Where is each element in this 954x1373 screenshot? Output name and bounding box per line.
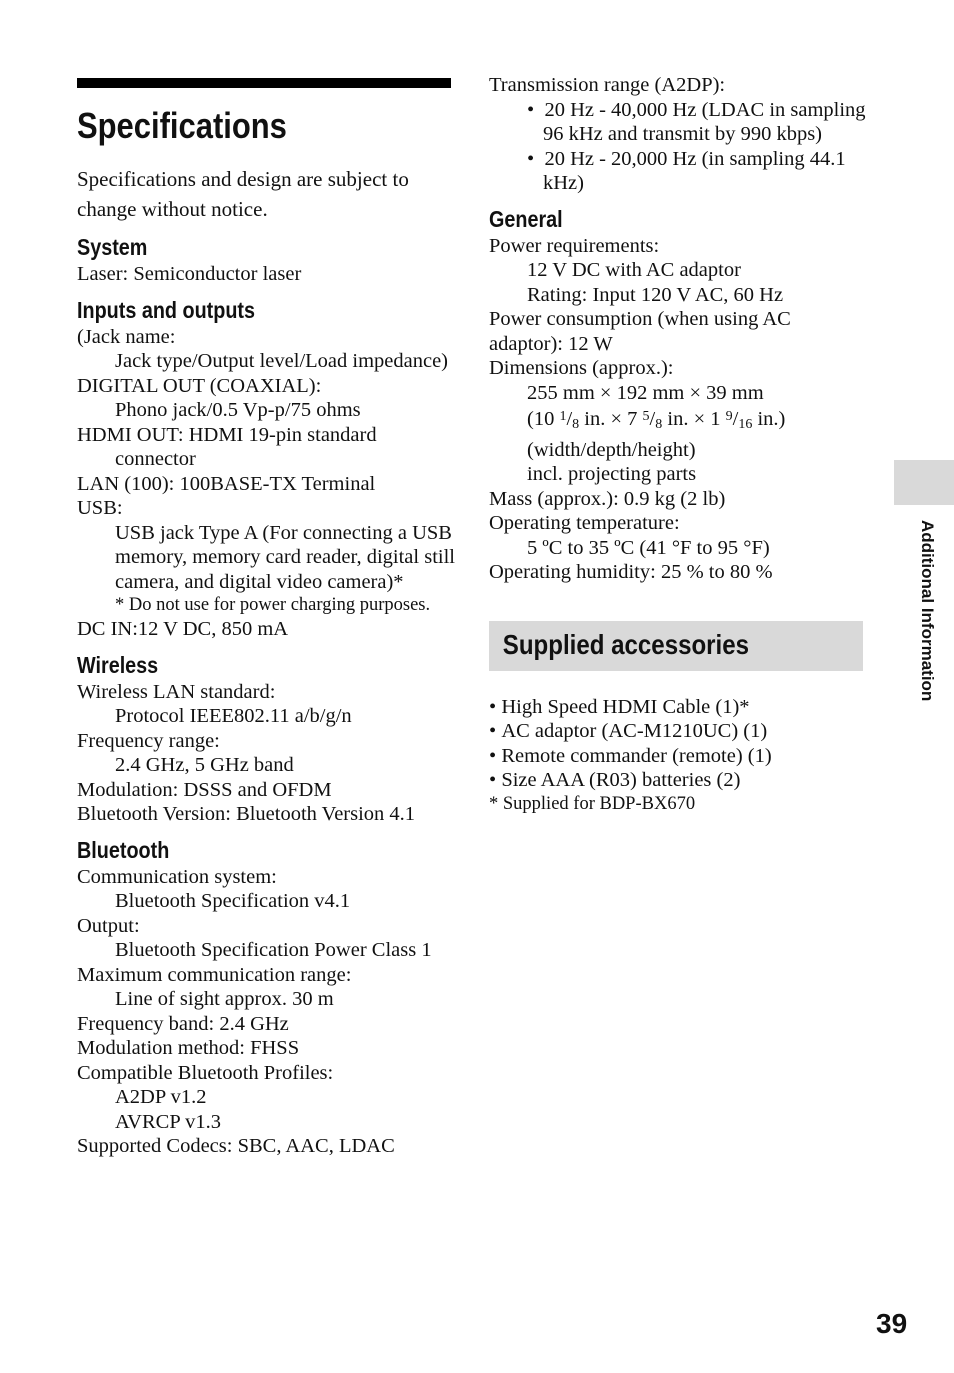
operating-humidity: Operating humidity: 25 % to 80 % <box>489 561 773 583</box>
laser-spec: Laser: Semiconductor laser <box>77 263 302 285</box>
section-tab-marker <box>894 460 954 505</box>
bt-profile-avrcp: AVRCP v1.3 <box>115 1110 221 1133</box>
left-column <box>77 78 455 1159</box>
page-number: 39 <box>876 1308 908 1339</box>
bt-profiles: Compatible Bluetooth Profiles: <box>77 1061 334 1084</box>
bt-range: Maximum communication range: <box>77 963 352 986</box>
lan-spec: LAN (100): 100BASE-TX Terminal <box>77 472 376 495</box>
accessory-item: • AC adaptor (AC-M1210UC) (1) <box>489 720 768 742</box>
digital-out: DIGITAL OUT (COAXIAL): <box>77 374 322 397</box>
bt-output-value: Bluetooth Specification Power Class 1 <box>115 939 432 961</box>
mass: Mass (approx.): 0.9 kg (2 lb) <box>489 487 726 510</box>
bt-output: Output: <box>77 914 140 937</box>
usb-label: USB: <box>77 497 123 519</box>
accessory-item: • High Speed HDMI Cable (1)* <box>489 695 750 718</box>
bt-comm: Communication system: <box>77 865 277 888</box>
dimensions-incl: incl. projecting parts <box>527 463 697 485</box>
bluetooth-heading: Bluetooth <box>77 836 170 863</box>
wireless-heading: Wireless <box>77 651 159 678</box>
accessory-item: • Remote commander (remote) (1) <box>489 744 772 767</box>
accessories-heading-box <box>489 621 863 671</box>
general-heading: General <box>489 205 563 232</box>
accessories-footnote: * Supplied for BDP-BX670 <box>489 793 696 814</box>
title-rule <box>77 78 451 88</box>
wireless-lan-std: Wireless LAN standard: <box>77 680 276 703</box>
operating-temp-value: 5 ºC to 35 ºC (41 °F to 95 °F) <box>527 536 770 559</box>
jack-type: Jack type/Output level/Load impedance) <box>115 350 449 372</box>
operating-temp: Operating temperature: <box>489 512 680 534</box>
hdmi-out: HDMI OUT: HDMI 19-pin standard connector <box>77 423 377 470</box>
page-title: Specifications <box>77 105 287 146</box>
intro-text: Specifications and design are subject to change without notice. <box>77 167 409 221</box>
dimensions-whd: (width/depth/height) <box>527 438 696 461</box>
transmission-label: Transmission range (A2DP): <box>489 74 726 96</box>
wireless-bt-version: Bluetooth Version: Bluetooth Version 4.1 <box>77 803 416 825</box>
wireless-modulation: Modulation: DSSS and OFDM <box>77 778 332 801</box>
wireless-lan-std-value: Protocol IEEE802.11 a/b/g/n <box>115 705 352 727</box>
accessories-heading: Supplied accessories <box>502 629 750 661</box>
usb-footnote: * Do not use for power charging purposes. <box>115 595 431 615</box>
bt-range-value: Line of sight approx. 30 m <box>115 988 334 1010</box>
dimensions-mm: 255 mm × 192 mm × 39 mm <box>527 381 764 404</box>
dimensions-label: Dimensions (approx.): <box>489 357 674 379</box>
section-side-label: Additional Information <box>918 520 937 702</box>
bt-modulation: Modulation method: FHSS <box>77 1037 300 1059</box>
right-column <box>489 73 867 816</box>
accessories-list <box>489 695 867 793</box>
transmission-item: • 20 Hz - 40,000 Hz (LDAC in sampling 96 kHz and transmit by 990 kbps) <box>527 98 866 145</box>
dimensions-inches: (10 $^1/_8$ in. × 7 $^5/_8$ in. × 1 $^9/_{16}$ in.) <box>527 408 786 432</box>
io-heading: Inputs and outputs <box>77 296 255 323</box>
power-req: Power requirements: <box>489 234 660 257</box>
power-consumption: Power consumption (when using AC adaptor): 12 W <box>489 308 791 355</box>
system-heading: System <box>77 234 148 260</box>
digital-out-value: Phono jack/0.5 Vp-p/75 ohms <box>115 399 361 421</box>
power-req-2: Rating: Input 120 V AC, 60 Hz <box>527 283 784 306</box>
dc-in: DC IN:12 V DC, 850 mA <box>77 618 289 640</box>
usb-value: USB jack Type A (For connecting a USB memory, memory card reader, digital still camera, and digital video camera)* <box>115 521 455 593</box>
jack-name: (Jack name: <box>77 325 176 348</box>
bt-band: Frequency band: 2.4 GHz <box>77 1012 289 1035</box>
wireless-freq: Frequency range: <box>77 729 220 752</box>
power-req-1: 12 V DC with AC adaptor <box>527 259 741 281</box>
bt-codecs: Supported Codecs: SBC, AAC, LDAC <box>77 1135 395 1157</box>
bt-profile-a2dp: A2DP v1.2 <box>115 1086 207 1108</box>
accessory-item: • Size AAA (R03) batteries (2) <box>489 769 741 791</box>
wireless-freq-value: 2.4 GHz, 5 GHz band <box>115 754 294 776</box>
transmission-item: • 20 Hz - 20,000 Hz (in sampling 44.1 kHz) <box>527 147 846 194</box>
bt-comm-value: Bluetooth Specification v4.1 <box>115 890 351 912</box>
